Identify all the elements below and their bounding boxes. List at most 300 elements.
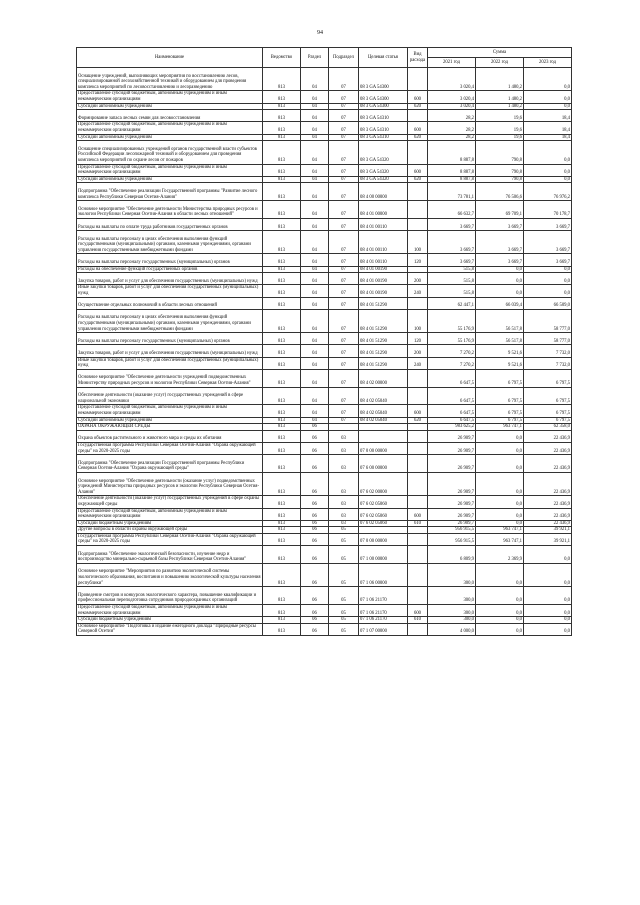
cell-name: Основное мероприятие "Обеспечение деятельности (оказание услуг) подведомственных учреждений Министерства природных ресурсов и экологии Республики Северная Осетия-Алания" xyxy=(77,472,263,495)
cell-csr: 08 4 01 00110 xyxy=(359,218,408,230)
cell-2023: 22 436,9 xyxy=(524,508,572,520)
cell-2022: 56 517,8 xyxy=(476,333,524,345)
cell-vr xyxy=(408,110,428,122)
cell-2023: 0,0 xyxy=(524,103,572,110)
cell-razdel: 06 xyxy=(301,455,329,473)
cell-2022: 0,0 xyxy=(476,266,524,273)
cell-vr xyxy=(408,527,428,534)
cell-vr: 200 xyxy=(408,345,428,357)
cell-2021: 26 909,7 xyxy=(428,430,476,442)
table-row xyxy=(77,520,572,527)
cell-razdel: 06 xyxy=(301,605,329,617)
cell-2023: 39 921,1 xyxy=(524,533,572,545)
table-row xyxy=(77,442,572,454)
cell-2022: 6 797,5 xyxy=(476,417,524,424)
cell-podrazdel: 07 xyxy=(329,103,359,110)
cell-2023: 6 797,5 xyxy=(524,417,572,424)
cell-2021: 26 909,7 xyxy=(428,508,476,520)
cell-name: Предоставление субсидий бюджетным, автономным учреждениям и иным некоммерческим организациям xyxy=(77,164,263,176)
cell-2023: 0,0 xyxy=(524,587,572,605)
cell-ved: 813 xyxy=(263,587,301,605)
cell-name: Государственная программа Республики Северная Осетия-Алания "Охрана окружающей среды" на 2020-2025 годы xyxy=(77,442,263,454)
cell-2023: 22 436,9 xyxy=(524,472,572,495)
cell-podrazdel: 07 xyxy=(329,369,359,387)
cell-razdel: 04 xyxy=(301,387,329,405)
cell-razdel: 04 xyxy=(301,218,329,230)
header-2023: 2023 год xyxy=(524,58,572,68)
cell-name: Иные закупки товаров, работ и услуг для обеспечения государственных (муниципальных) нужд xyxy=(77,285,263,297)
cell-csr: 08 3 GA 54320 xyxy=(359,141,408,164)
table-row xyxy=(77,387,572,405)
cell-ved: 813 xyxy=(263,405,301,417)
cell-csr: 08 4 01 00190 xyxy=(359,273,408,285)
cell-razdel: 04 xyxy=(301,357,329,369)
cell-csr: 07 1 07 00000 xyxy=(359,623,408,635)
cell-2023: 0,0 xyxy=(524,285,572,297)
cell-2021: 983 625,2 xyxy=(428,424,476,431)
cell-2022: 6 797,5 xyxy=(476,405,524,417)
cell-vr xyxy=(408,266,428,273)
cell-2022: 0,0 xyxy=(476,617,524,624)
cell-name: Основное мероприятие "Подготовка и издание ежегодного доклада "Природные ресурсы Северной Осетии" xyxy=(77,623,263,635)
cell-name: Иные закупки товаров, работ и услуг для обеспечения государственных (муниципальных) нужд xyxy=(77,357,263,369)
cell-podrazdel: 07 xyxy=(329,218,359,230)
cell-vr: 200 xyxy=(408,273,428,285)
cell-name: Оснащение учреждений, выполняющих мероприятия по восстановлению лесов, специализированной лесохозяйственной техникой и оборудованием для проведения комплекса мероприятий по лесовосстановлению и лесоразведению xyxy=(77,68,263,91)
table-header xyxy=(77,48,572,68)
cell-2021: 73 781,1 xyxy=(428,183,476,201)
cell-podrazdel: 07 xyxy=(329,266,359,273)
cell-vr xyxy=(408,218,428,230)
table-row xyxy=(77,424,572,431)
cell-name: Другие вопросы в области охраны окружающей среды xyxy=(77,527,263,534)
cell-ved: 813 xyxy=(263,183,301,201)
cell-csr: 08 4 01 00190 xyxy=(359,266,408,273)
cell-csr: 08 4 01 00110 xyxy=(359,254,408,266)
cell-2021: 956 915,5 xyxy=(428,533,476,545)
cell-csr: 08 4 01 00110 xyxy=(359,231,408,254)
cell-ved: 813 xyxy=(263,134,301,141)
cell-podrazdel: 07 xyxy=(329,297,359,309)
cell-podrazdel: 05 xyxy=(329,605,359,617)
cell-razdel: 04 xyxy=(301,110,329,122)
cell-ved: 813 xyxy=(263,533,301,545)
cell-2022: 1 480,2 xyxy=(476,103,524,110)
cell-podrazdel: 03 xyxy=(329,442,359,454)
cell-vr: 600 xyxy=(408,605,428,617)
cell-2021: 6 647,5 xyxy=(428,417,476,424)
cell-name: Субсидии автономным учреждениям xyxy=(77,103,263,110)
cell-name: Осуществление отдельных полномочий в области лесных отношений xyxy=(77,297,263,309)
cell-razdel: 04 xyxy=(301,68,329,91)
table-row xyxy=(77,496,572,508)
cell-name: Расходы на обеспечение функций государственных органов xyxy=(77,266,263,273)
cell-name: Подпрограмма "Обеспечение реализации Государственной программы Республики Северная Осетия-Алания "Охрана окружающей среды" xyxy=(77,455,263,473)
cell-podrazdel: 07 xyxy=(329,164,359,176)
cell-2022: 3 669,7 xyxy=(476,218,524,230)
cell-razdel: 04 xyxy=(301,176,329,183)
cell-razdel: 04 xyxy=(301,134,329,141)
cell-ved: 813 xyxy=(263,357,301,369)
cell-2022: 963 747,1 xyxy=(476,533,524,545)
cell-name: Субсидии автономным учреждениям xyxy=(77,417,263,424)
cell-2023: 76 976,2 xyxy=(524,183,572,201)
cell-razdel: 06 xyxy=(301,587,329,605)
cell-razdel: 04 xyxy=(301,183,329,201)
cell-name: Расходы на выплаты персоналу государственных (муниципальных) органов xyxy=(77,333,263,345)
cell-ved: 813 xyxy=(263,68,301,91)
cell-2021: 26 909,7 xyxy=(428,472,476,495)
table-row xyxy=(77,218,572,230)
table-row xyxy=(77,134,572,141)
table-row xyxy=(77,508,572,520)
table-row xyxy=(77,417,572,424)
cell-vr: 600 xyxy=(408,91,428,103)
cell-vr xyxy=(408,563,428,586)
table-row xyxy=(77,176,572,183)
cell-csr: 07 1 06 21170 xyxy=(359,617,408,624)
header-summa: Сумма xyxy=(428,48,572,58)
cell-2023: 22 436,9 xyxy=(524,430,572,442)
cell-csr: 08 4 01 51290 xyxy=(359,357,408,369)
cell-podrazdel: 03 xyxy=(329,508,359,520)
cell-podrazdel: 07 xyxy=(329,141,359,164)
cell-csr: 08 3 GA 54310 xyxy=(359,122,408,134)
cell-2022: 76 506,6 xyxy=(476,183,524,201)
cell-ved: 813 xyxy=(263,297,301,309)
cell-csr: 07 6 02 05060 xyxy=(359,520,408,527)
cell-vr: 600 xyxy=(408,508,428,520)
cell-2022: 963 747,1 xyxy=(476,424,524,431)
cell-razdel: 04 xyxy=(301,405,329,417)
cell-name: Основное мероприятие "Обеспечение деятельности учреждений подведомственных Министерству природных ресурсов и экологии Республики Северная Осетия-Алания" xyxy=(77,369,263,387)
cell-vr: 620 xyxy=(408,417,428,424)
cell-2023: 0,0 xyxy=(524,266,572,273)
cell-name: Расходы на выплаты по оплате труда работников государственных органов xyxy=(77,218,263,230)
cell-2022: 790,8 xyxy=(476,176,524,183)
cell-podrazdel: 03 xyxy=(329,496,359,508)
cell-2023: 58 777,0 xyxy=(524,333,572,345)
cell-razdel: 04 xyxy=(301,164,329,176)
cell-podrazdel: 03 xyxy=(329,520,359,527)
cell-2023: 7 732,0 xyxy=(524,357,572,369)
cell-razdel: 06 xyxy=(301,430,329,442)
cell-podrazdel: 05 xyxy=(329,533,359,545)
cell-csr: 07 1 06 00000 xyxy=(359,563,408,586)
cell-2021: 300,0 xyxy=(428,563,476,586)
cell-name: Охрана объектов растительного и животного мира и среды их обитания xyxy=(77,430,263,442)
cell-ved: 813 xyxy=(263,285,301,297)
cell-vr: 240 xyxy=(408,285,428,297)
cell-ved: 813 xyxy=(263,201,301,219)
cell-ved: 813 xyxy=(263,605,301,617)
cell-podrazdel: 03 xyxy=(329,455,359,473)
table-body xyxy=(77,68,572,636)
cell-podrazdel: 07 xyxy=(329,309,359,332)
cell-razdel: 04 xyxy=(301,345,329,357)
cell-2021: 28,2 xyxy=(428,134,476,141)
cell-2023: 22 436,9 xyxy=(524,455,572,473)
cell-vr: 620 xyxy=(408,103,428,110)
table-row xyxy=(77,455,572,473)
cell-vr xyxy=(408,455,428,473)
cell-podrazdel: 05 xyxy=(329,527,359,534)
cell-2021: 26 909,7 xyxy=(428,455,476,473)
cell-2023: 3 669,7 xyxy=(524,218,572,230)
table-row xyxy=(77,617,572,624)
cell-razdel: 04 xyxy=(301,201,329,219)
cell-csr: 08 3 GA 54320 xyxy=(359,164,408,176)
cell-2021: 3 020,4 xyxy=(428,91,476,103)
cell-ved: 813 xyxy=(263,617,301,624)
cell-ved: 813 xyxy=(263,333,301,345)
cell-vr xyxy=(408,587,428,605)
cell-2022: 0,0 xyxy=(476,455,524,473)
cell-csr: 08 4 00 00000 xyxy=(359,183,408,201)
cell-2023: 0,0 xyxy=(524,605,572,617)
cell-podrazdel: 03 xyxy=(329,430,359,442)
cell-2023: 6 797,5 xyxy=(524,369,572,387)
cell-razdel: 06 xyxy=(301,546,329,564)
cell-2021: 7 270,2 xyxy=(428,357,476,369)
table-row xyxy=(77,605,572,617)
cell-csr: 08 3 GA 54320 xyxy=(359,176,408,183)
cell-csr: 08 3 GA 54300 xyxy=(359,68,408,91)
cell-2023: 6 797,5 xyxy=(524,405,572,417)
cell-razdel: 04 xyxy=(301,273,329,285)
cell-2021: 6 647,5 xyxy=(428,405,476,417)
cell-csr: 08 4 01 51290 xyxy=(359,297,408,309)
cell-razdel: 04 xyxy=(301,285,329,297)
cell-2023: 3 669,7 xyxy=(524,254,572,266)
cell-ved: 813 xyxy=(263,369,301,387)
cell-2021: 4 000,0 xyxy=(428,623,476,635)
table-row xyxy=(77,231,572,254)
cell-2022: 0,0 xyxy=(476,273,524,285)
cell-2021: 6 647,5 xyxy=(428,387,476,405)
cell-ved: 813 xyxy=(263,546,301,564)
cell-ved: 813 xyxy=(263,623,301,635)
table-row xyxy=(77,297,572,309)
cell-csr: 07 6 02 05060 xyxy=(359,496,408,508)
cell-name: Основное мероприятие "Мероприятия по развитию экологической системы экологического образования, воспитания и повышению экологической культуры населения республики" xyxy=(77,563,263,586)
cell-ved: 813 xyxy=(263,455,301,473)
cell-name: Закупка товаров, работ и услуг для обеспечения государственных (муниципальных) нужд xyxy=(77,273,263,285)
cell-name: Субсидии бюджетным учреждениям xyxy=(77,617,263,624)
cell-vr xyxy=(408,297,428,309)
cell-ved: 813 xyxy=(263,387,301,405)
cell-2021: 515,8 xyxy=(428,285,476,297)
cell-ved: 813 xyxy=(263,472,301,495)
cell-csr: 08 4 01 51290 xyxy=(359,333,408,345)
cell-csr: 07 0 00 00000 xyxy=(359,533,408,545)
cell-2023: 18,4 xyxy=(524,134,572,141)
cell-podrazdel: 03 xyxy=(329,472,359,495)
cell-vr: 620 xyxy=(408,134,428,141)
cell-2023: 62 358,0 xyxy=(524,424,572,431)
table-row xyxy=(77,254,572,266)
cell-ved: 813 xyxy=(263,496,301,508)
cell-vr: 240 xyxy=(408,357,428,369)
header-vr: Вид расхода xyxy=(408,48,428,68)
cell-podrazdel: 07 xyxy=(329,254,359,266)
table-row xyxy=(77,183,572,201)
cell-vr: 610 xyxy=(408,617,428,624)
cell-ved: 813 xyxy=(263,103,301,110)
cell-2023: 0,0 xyxy=(524,623,572,635)
cell-podrazdel: 05 xyxy=(329,617,359,624)
cell-csr: 08 3 GA 54300 xyxy=(359,91,408,103)
cell-2021: 8 887,8 xyxy=(428,176,476,183)
cell-razdel: 06 xyxy=(301,442,329,454)
cell-ved: 813 xyxy=(263,122,301,134)
cell-ved: 813 xyxy=(263,417,301,424)
cell-vr xyxy=(408,472,428,495)
cell-podrazdel: 05 xyxy=(329,623,359,635)
cell-vr xyxy=(408,496,428,508)
table-row xyxy=(77,273,572,285)
cell-vr xyxy=(408,533,428,545)
cell-razdel: 04 xyxy=(301,266,329,273)
cell-csr: 08 4 02 00000 xyxy=(359,369,408,387)
cell-2023: 18,4 xyxy=(524,110,572,122)
table-row xyxy=(77,266,572,273)
table-row xyxy=(77,68,572,91)
cell-razdel: 06 xyxy=(301,424,329,431)
cell-csr xyxy=(359,527,408,534)
table-row xyxy=(77,527,572,534)
table-row xyxy=(77,546,572,564)
cell-2021: 6 809,9 xyxy=(428,546,476,564)
table-row xyxy=(77,333,572,345)
cell-vr: 620 xyxy=(408,176,428,183)
cell-2022: 0,0 xyxy=(476,623,524,635)
header-razdel: Раздел xyxy=(301,48,329,68)
cell-2023: 58 777,0 xyxy=(524,309,572,332)
cell-name: Обеспечение деятельности (оказание услуг) государственных учреждений в сфере охраны окружающей среды xyxy=(77,496,263,508)
table-row xyxy=(77,563,572,586)
cell-razdel: 04 xyxy=(301,141,329,164)
cell-vr xyxy=(408,183,428,201)
cell-razdel: 06 xyxy=(301,617,329,624)
cell-vr xyxy=(408,546,428,564)
cell-2022: 790,8 xyxy=(476,141,524,164)
cell-ved: 813 xyxy=(263,164,301,176)
cell-podrazdel: 07 xyxy=(329,134,359,141)
header-csr: Целевая статья xyxy=(359,48,408,68)
cell-ved: 813 xyxy=(263,91,301,103)
cell-razdel: 06 xyxy=(301,527,329,534)
cell-podrazdel: 07 xyxy=(329,405,359,417)
cell-2021: 515,8 xyxy=(428,273,476,285)
cell-name: Расходы на выплаты персоналу государственных (муниципальных) органов xyxy=(77,254,263,266)
cell-csr: 08 3 GA 54310 xyxy=(359,134,408,141)
cell-vr: 100 xyxy=(408,309,428,332)
cell-podrazdel: 05 xyxy=(329,587,359,605)
cell-2022: 0,0 xyxy=(476,496,524,508)
cell-name: Предоставление субсидий бюджетным, автономным учреждениям и иным некоммерческим организациям xyxy=(77,91,263,103)
cell-podrazdel: 07 xyxy=(329,345,359,357)
cell-name: Расходы на выплаты персоналу в целях обеспечения выполнения функций государственными (муниципальными) органами, казенными учреждениями, органами управления государственными внебюджетными фондами xyxy=(77,309,263,332)
cell-podrazdel: 07 xyxy=(329,231,359,254)
cell-2021: 956 915,5 xyxy=(428,527,476,534)
cell-2021: 8 887,8 xyxy=(428,141,476,164)
cell-razdel: 04 xyxy=(301,309,329,332)
cell-2023: 0,0 xyxy=(524,617,572,624)
cell-vr: 100 xyxy=(408,231,428,254)
cell-vr: 600 xyxy=(408,122,428,134)
cell-vr xyxy=(408,201,428,219)
cell-razdel: 04 xyxy=(301,91,329,103)
cell-vr xyxy=(408,430,428,442)
table-row xyxy=(77,345,572,357)
cell-ved: 813 xyxy=(263,442,301,454)
table-row xyxy=(77,369,572,387)
cell-ved: 813 xyxy=(263,563,301,586)
cell-name: Подпрограмма "Обеспечение реализации Государственной программы "Развитие лесного комплекса Республики Северная Осетия-Алания" xyxy=(77,183,263,201)
cell-2021: 28,2 xyxy=(428,122,476,134)
cell-2022: 19,6 xyxy=(476,110,524,122)
cell-razdel: 04 xyxy=(301,417,329,424)
header-podrazdel: Подраздел xyxy=(329,48,359,68)
table-row xyxy=(77,103,572,110)
cell-vr xyxy=(408,141,428,164)
cell-ved: 813 xyxy=(263,254,301,266)
cell-podrazdel: 05 xyxy=(329,546,359,564)
cell-2022: 3 669,7 xyxy=(476,254,524,266)
table-row xyxy=(77,110,572,122)
cell-2021: 62 447,1 xyxy=(428,297,476,309)
header-2022: 2022 год xyxy=(476,58,524,68)
cell-ved: 813 xyxy=(263,309,301,332)
cell-name: Закупка товаров, работ и услуг для обеспечения государственных (муниципальных) нужд xyxy=(77,345,263,357)
cell-2022: 19,6 xyxy=(476,134,524,141)
header-name: Наименование xyxy=(77,48,263,68)
cell-podrazdel: 07 xyxy=(329,273,359,285)
cell-2022: 0,0 xyxy=(476,472,524,495)
cell-2021: 3 669,7 xyxy=(428,254,476,266)
header-ved: Ведомство xyxy=(263,48,301,68)
cell-ved: 813 xyxy=(263,520,301,527)
cell-name: Оснащение специализированных учреждений органов государственной власти субъектов Российской Федерации лесопожарной техникой и оборудованием для проведения комплекса мероприятий по охране лесов от пожаров xyxy=(77,141,263,164)
cell-podrazdel: 07 xyxy=(329,333,359,345)
cell-podrazdel: 07 xyxy=(329,285,359,297)
cell-ved: 813 xyxy=(263,218,301,230)
cell-2021: 6 647,5 xyxy=(428,369,476,387)
cell-2022: 1 480,2 xyxy=(476,68,524,91)
cell-vr: 600 xyxy=(408,405,428,417)
cell-podrazdel: 07 xyxy=(329,91,359,103)
cell-podrazdel: 07 xyxy=(329,387,359,405)
table-row xyxy=(77,201,572,219)
cell-ved: 813 xyxy=(263,141,301,164)
cell-2021: 28,2 xyxy=(428,110,476,122)
cell-csr: 08 4 02 05040 xyxy=(359,405,408,417)
cell-razdel: 06 xyxy=(301,563,329,586)
cell-2022: 3 669,7 xyxy=(476,231,524,254)
cell-ved: 813 xyxy=(263,231,301,254)
cell-vr: 600 xyxy=(408,164,428,176)
cell-razdel: 04 xyxy=(301,231,329,254)
cell-2023: 0,0 xyxy=(524,176,572,183)
cell-ved: 813 xyxy=(263,430,301,442)
cell-name: Субсидии автономным учреждениям xyxy=(77,176,263,183)
cell-vr: 120 xyxy=(408,333,428,345)
cell-2021: 300,0 xyxy=(428,617,476,624)
cell-2023: 0,0 xyxy=(524,546,572,564)
cell-name: Субсидии бюджетным учреждениям xyxy=(77,520,263,527)
cell-2023: 3 669,7 xyxy=(524,231,572,254)
